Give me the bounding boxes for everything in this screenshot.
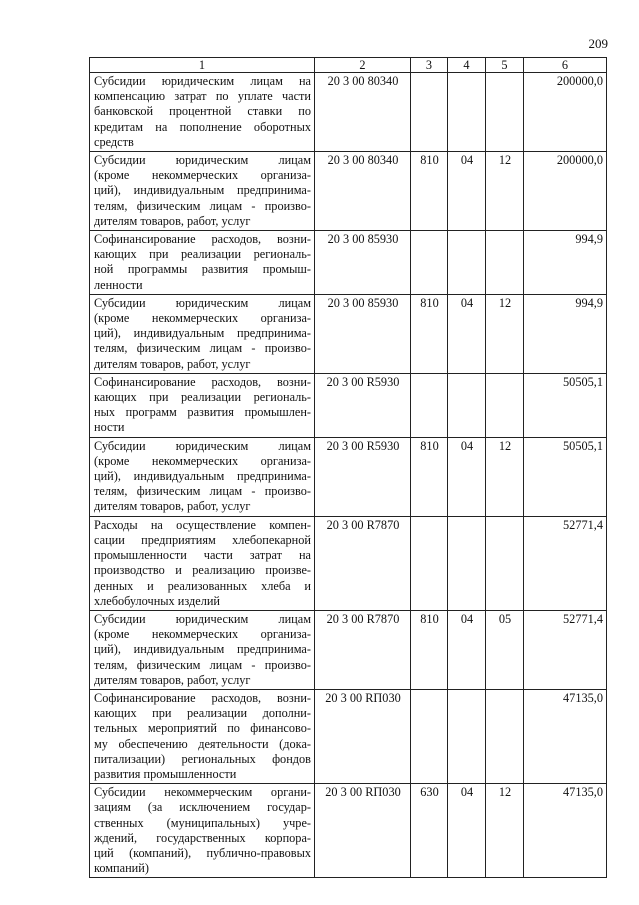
description-line: банковской процентной ставки по	[94, 104, 311, 119]
description-line: ности	[94, 420, 125, 435]
row-column-3	[411, 73, 448, 152]
description-line: кающих при реализации региональ-	[94, 247, 311, 262]
row-column-4	[448, 689, 486, 783]
row-code: 20 3 00 85930	[315, 231, 411, 295]
row-amount: 50505,1	[524, 373, 607, 437]
description-line: развития промышленности	[94, 766, 237, 781]
description-line: Расходы на осуществление компен-	[94, 517, 311, 532]
description-line: ленности	[94, 277, 143, 292]
description-line: (кроме некоммерческих организа-	[94, 627, 311, 642]
row-code: 20 3 00 RП030	[315, 689, 411, 783]
column-header-4: 4	[448, 58, 486, 73]
description-line: промышленности части затрат на	[94, 548, 311, 563]
description-line: денных и реализованных хлеба и	[94, 578, 311, 593]
column-header-5: 5	[486, 58, 524, 73]
description-line: производство и реализацию произве-	[94, 563, 311, 578]
description-line: Субсидии юридическим лицам	[94, 438, 311, 453]
description-line: тельных мероприятий по финансово-	[94, 721, 311, 736]
row-column-5: 05	[486, 610, 524, 689]
page-number: 209	[588, 36, 608, 51]
row-description	[90, 689, 315, 783]
description-line: дителям товаров, работ, услуг	[94, 356, 251, 371]
row-description	[90, 784, 315, 878]
table-row	[90, 73, 607, 152]
description-line: сации предприятиям хлебопекарной	[94, 532, 311, 547]
row-description	[90, 516, 315, 610]
description-line: ций), индивидуальным предпринима-	[94, 469, 311, 484]
description-line: кающих при реализации дополни-	[94, 706, 311, 721]
description-line: кредитам на пополнение оборотных	[94, 119, 311, 134]
description-line: телям, физическим лицам - произво-	[94, 198, 311, 213]
description-line: ций (компаний), публично-правовых	[94, 845, 311, 860]
description-line: питализации) региональных фондов	[94, 751, 311, 766]
description-line: телям, физическим лицам - произво-	[94, 657, 311, 672]
row-description	[90, 231, 315, 295]
table-row	[90, 294, 607, 373]
description-line: ций), индивидуальным предпринима-	[94, 642, 311, 657]
table-body	[90, 73, 607, 878]
row-column-5	[486, 373, 524, 437]
row-column-5: 12	[486, 152, 524, 231]
description-line: Субсидии юридическим лицам	[94, 153, 311, 168]
description-line: Субсидии юридическим лицам	[94, 611, 311, 626]
row-column-4	[448, 73, 486, 152]
budget-table	[89, 57, 607, 878]
row-description	[90, 152, 315, 231]
table-row	[90, 689, 607, 783]
description-line: Субсидии некоммерческим органи-	[94, 785, 311, 800]
column-header-6: 6	[524, 58, 607, 73]
description-line: ной программы развития промыш-	[94, 262, 311, 277]
row-column-4: 04	[448, 294, 486, 373]
row-code: 20 3 00 R7870	[315, 516, 411, 610]
row-column-3	[411, 373, 448, 437]
description-line: му обеспечению деятельности (дока-	[94, 736, 311, 751]
row-code: 20 3 00 85930	[315, 294, 411, 373]
description-line: дителям товаров, работ, услуг	[94, 672, 251, 687]
row-description	[90, 73, 315, 152]
row-column-4: 04	[448, 784, 486, 878]
description-line: ций), индивидуальным предпринима-	[94, 326, 311, 341]
description-line: Субсидии юридическим лицам	[94, 295, 311, 310]
row-column-3	[411, 231, 448, 295]
row-description	[90, 373, 315, 437]
row-column-5	[486, 516, 524, 610]
description-line: Софинансирование расходов, возни-	[94, 690, 311, 705]
row-column-3: 810	[411, 610, 448, 689]
row-column-4	[448, 373, 486, 437]
row-column-3: 810	[411, 152, 448, 231]
row-column-3	[411, 516, 448, 610]
row-code: 20 3 00 80340	[315, 73, 411, 152]
row-code: 20 3 00 R5930	[315, 437, 411, 516]
table-row	[90, 784, 607, 878]
row-column-3: 810	[411, 437, 448, 516]
row-column-4: 04	[448, 437, 486, 516]
row-column-5	[486, 231, 524, 295]
description-line: дителям товаров, работ, услуг	[94, 213, 251, 228]
description-line: (кроме некоммерческих организа-	[94, 453, 311, 468]
table-row	[90, 516, 607, 610]
table-row	[90, 231, 607, 295]
row-column-3: 630	[411, 784, 448, 878]
description-line: Софинансирование расходов, возни-	[94, 374, 311, 389]
description-line: (кроме некоммерческих организа-	[94, 168, 311, 183]
row-description	[90, 437, 315, 516]
row-amount: 994,9	[524, 231, 607, 295]
description-line: ждений, государственных корпора-	[94, 830, 311, 845]
column-header-3: 3	[411, 58, 448, 73]
row-code: 20 3 00 80340	[315, 152, 411, 231]
description-line: компенсацию затрат по уплате части	[94, 89, 311, 104]
description-line: ственных (муниципальных) учре-	[94, 815, 311, 830]
row-column-3: 810	[411, 294, 448, 373]
description-line: телям, физическим лицам - произво-	[94, 341, 311, 356]
description-line: компаний)	[94, 861, 149, 876]
row-column-4: 04	[448, 152, 486, 231]
table-row	[90, 437, 607, 516]
description-line: средств	[94, 134, 134, 149]
row-column-5: 12	[486, 437, 524, 516]
row-column-4	[448, 231, 486, 295]
column-header-1: 1	[90, 58, 315, 73]
description-line: ных программ развития промышлен-	[94, 405, 311, 420]
row-amount: 200000,0	[524, 152, 607, 231]
row-code: 20 3 00 RП030	[315, 784, 411, 878]
row-amount: 200000,0	[524, 73, 607, 152]
header-row	[90, 58, 607, 73]
table-row	[90, 152, 607, 231]
row-description	[90, 610, 315, 689]
row-amount: 47135,0	[524, 784, 607, 878]
table-row	[90, 610, 607, 689]
description-line: Софинансирование расходов, возни-	[94, 232, 311, 247]
description-line: Субсидии юридическим лицам на	[94, 74, 311, 88]
row-column-3	[411, 689, 448, 783]
row-amount: 50505,1	[524, 437, 607, 516]
row-column-4	[448, 516, 486, 610]
row-code: 20 3 00 R7870	[315, 610, 411, 689]
row-column-5	[486, 73, 524, 152]
description-line: хлебобулочных изделий	[94, 593, 220, 608]
description-line: кающих при реализации региональ-	[94, 390, 311, 405]
column-header-2: 2	[315, 58, 411, 73]
row-column-5	[486, 689, 524, 783]
row-column-5: 12	[486, 784, 524, 878]
row-amount: 994,9	[524, 294, 607, 373]
row-description	[90, 294, 315, 373]
row-column-4: 04	[448, 610, 486, 689]
description-line: ций), индивидуальным предпринима-	[94, 183, 311, 198]
row-code: 20 3 00 R5930	[315, 373, 411, 437]
description-line: дителям товаров, работ, услуг	[94, 499, 251, 514]
description-line: (кроме некоммерческих организа-	[94, 311, 311, 326]
row-amount: 52771,4	[524, 516, 607, 610]
row-amount: 52771,4	[524, 610, 607, 689]
description-line: телям, физическим лицам - произво-	[94, 484, 311, 499]
row-amount: 47135,0	[524, 689, 607, 783]
table-row	[90, 373, 607, 437]
description-line: зациям (за исключением государ-	[94, 800, 311, 815]
row-column-5: 12	[486, 294, 524, 373]
